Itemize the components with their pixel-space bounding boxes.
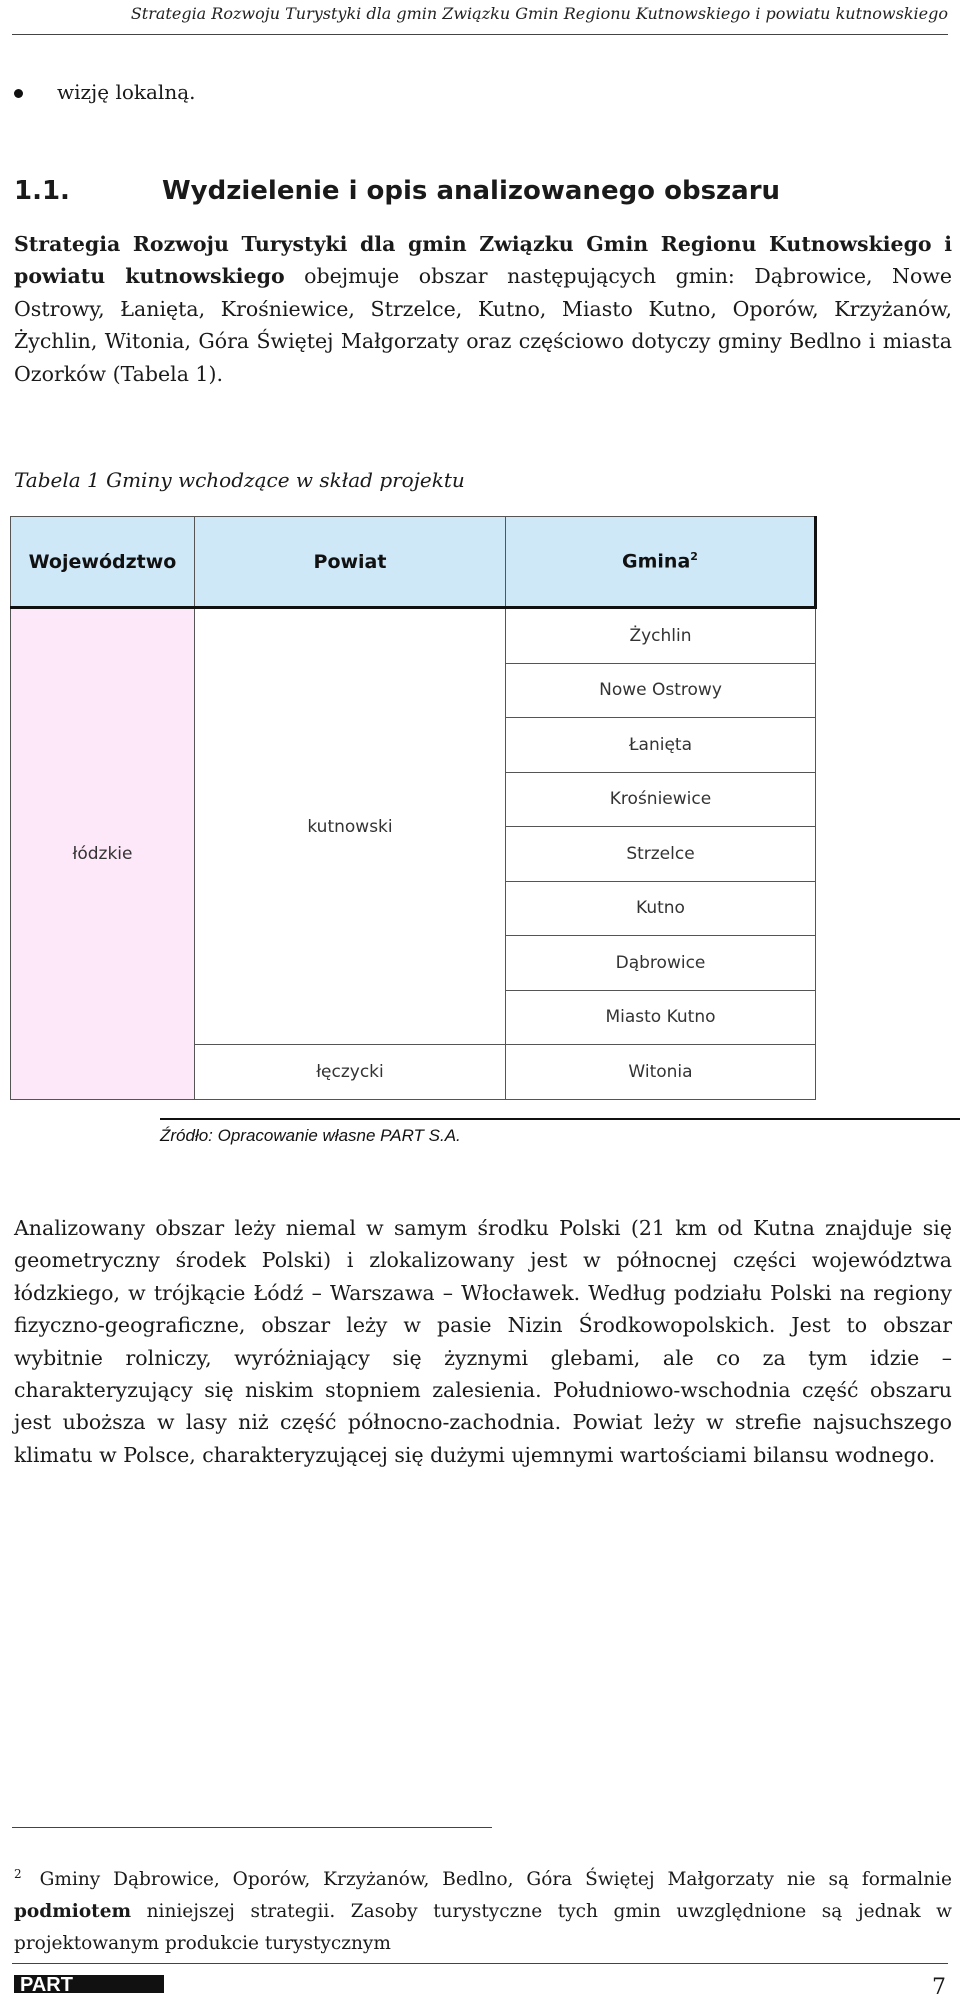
header-gmina	[506, 517, 816, 608]
bullet-text: wizję lokalną.	[57, 80, 196, 104]
section-title: Wydzielenie i opis analizowanego obszaru	[162, 176, 781, 206]
table-caption: Tabela 1 Gminy wchodzące w skład projektu	[14, 468, 465, 492]
header-wojewodztwo: Województwo	[11, 517, 195, 608]
part-logo	[14, 1973, 164, 1995]
wojewodztwo-cell: łódzkie	[11, 608, 195, 1100]
intro-rest: obejmuje obszar następujących gmin: Dąbrowice, Nowe Ostrowy, Łanięta, Krośniewice, Strzelce, Kutno, Miasto Kutno, Oporów, Krzyżanów, Żychlin, Witonia, Góra Świętej Małgorzaty oraz częściowo dotyczy gminy Bedlno i miasta Ozorków (Tabela 1).	[14, 264, 953, 386]
gmina-cell: Dąbrowice	[506, 936, 816, 991]
powiat-cell-leczycki: łęczycki	[195, 1045, 506, 1100]
header-powiat: Powiat	[195, 517, 506, 608]
gmina-cell: Łanięta	[506, 718, 816, 773]
powiat-cell-kutnowski: kutnowski	[195, 608, 506, 1045]
gminy-table	[10, 516, 817, 1100]
bullet-dot-icon	[14, 89, 23, 98]
body-paragraph: Analizowany obszar leży niemal w samym środku Polski (21 km od Kutna znajduje się geometryczny środek Polski) i zlokalizowany jest w północnej części województwa łódzkiego, w trójkącie Łódź – Warszawa – Włocławek. Według podziału Polski na regiony fizyczno-geograficzne, obszar leży w pasie Nizin Środkowopolskich. Jest to obszar wybitnie rolniczy, wyróżniający się żyznymi glebami, ale co za tym idzie – charakteryzujący się niskim stopniem zalesienia. Południowo-wschodnia część obszaru jest uboższa w lasy niż część północno-zachodnia. Powiat leży w strefie najsuchszego klimatu w Polsce, charakteryzującej się dużymi ujemnymi wartościami bilansu wodnego.	[14, 1216, 952, 1467]
gmina-cell: Krośniewice	[506, 772, 816, 827]
table-source-text: Źródło: Opracowanie własne PART S.A.	[160, 1126, 461, 1145]
footnote-ref: 2	[690, 550, 698, 564]
table-row	[11, 608, 816, 664]
footnote-text-after: niniejszej strategii. Zasoby turystyczne tych gmin uwzględnione są jednak w projektowanym produkcie turystycznym	[14, 1901, 952, 1955]
footnote-bold: podmiotem	[14, 1901, 132, 1923]
intro-bold-lead: Strategia Rozwoju Turystyki dla gmin Związku Gmin Regionu Kutnowskiego i powiatu kutnowskiego	[14, 232, 952, 289]
table-source	[160, 1118, 960, 1146]
footnote-marker: 2	[14, 1867, 22, 1881]
section-number: 1.1.	[14, 176, 70, 206]
intro-paragraph	[14, 228, 952, 390]
footnote-divider	[12, 1827, 492, 1828]
header-gmina-label: Gmina	[622, 550, 691, 573]
gmina-cell: Kutno	[506, 881, 816, 936]
footnote	[14, 1858, 952, 1960]
page-number: 7	[932, 1975, 946, 2000]
footnote-text-before: Gminy Dąbrowice, Oporów, Krzyżanów, Bedlno, Góra Świętej Małgorzaty nie są formalnie	[39, 1869, 952, 1891]
gmina-cell: Strzelce	[506, 827, 816, 882]
gmina-cell: Żychlin	[506, 608, 816, 664]
table-header-row	[11, 517, 816, 608]
page-footer	[12, 1963, 948, 1964]
gmina-cell: Miasto Kutno	[506, 990, 816, 1045]
section-heading	[14, 176, 780, 206]
bullet-item	[14, 80, 196, 104]
running-header-title: Strategia Rozwoju Turystyki dla gmin Związku Gmin Regionu Kutnowskiego i powiatu kutnowskiego	[130, 4, 948, 23]
gmina-cell: Witonia	[506, 1045, 816, 1100]
part-logo-text: PART	[20, 1974, 73, 1995]
gmina-cell: Nowe Ostrowy	[506, 663, 816, 718]
running-header	[12, 0, 948, 35]
